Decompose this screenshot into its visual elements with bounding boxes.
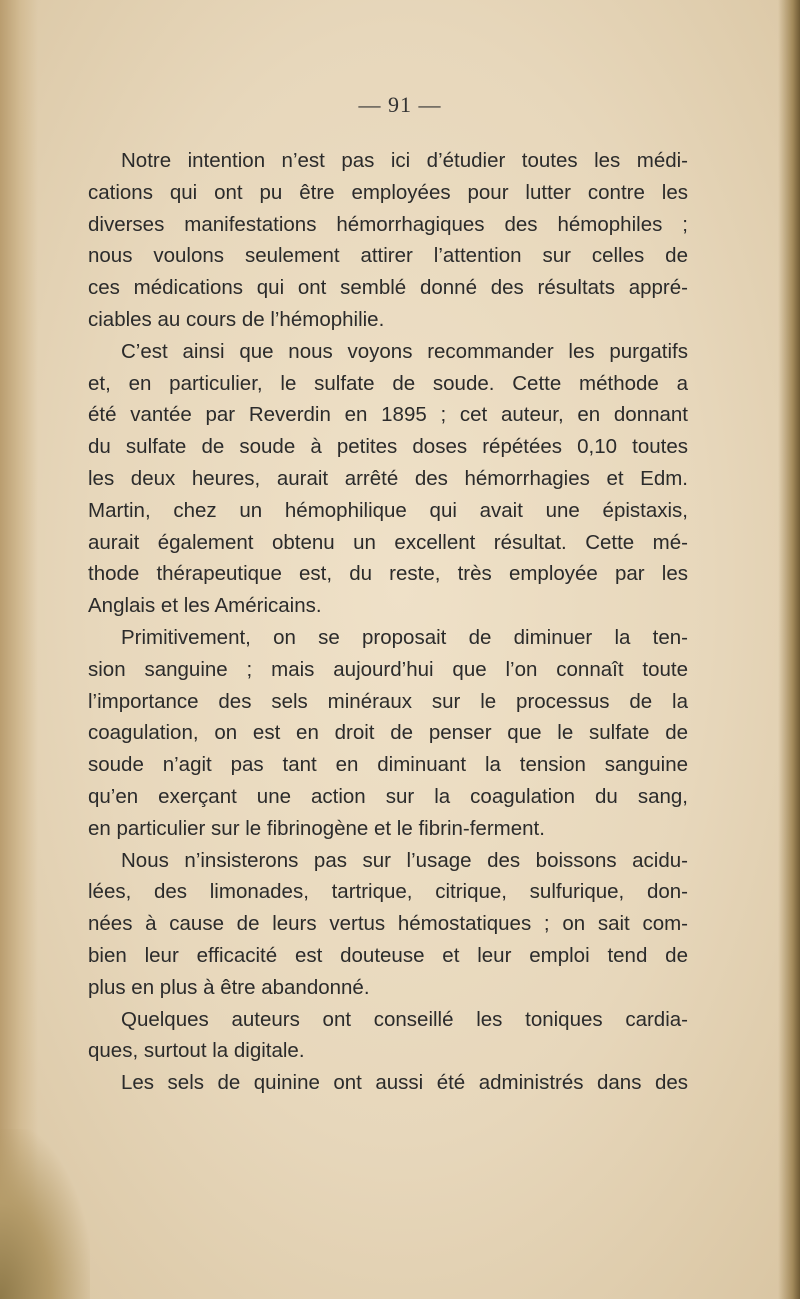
text-line: les deux heures, aurait arrêté des hémorrhagies et Edm. [88, 466, 688, 490]
text-line: ces médications qui ont semblé donné des résultats appré- [88, 276, 688, 300]
text-line: lées, des limonades, tartrique, citrique, sulfurique, don- [88, 880, 688, 904]
text-line: diverses manifestations hémorrhagiques des hémophiles ; [88, 212, 688, 236]
page-stain-bottom-left [0, 1129, 90, 1299]
text-line: Primitivement, on se proposait de diminuer la ten- [121, 625, 688, 649]
text-line: cations qui ont pu être employées pour lutter contre les [88, 180, 688, 204]
text-line: qu’en exerçant une action sur la coagulation du sang, [88, 784, 688, 808]
text-line: Martin, chez un hémophilique qui avait une épistaxis, [88, 498, 688, 522]
text-line: sion sanguine ; mais aujourd’hui que l’on connaît toute [88, 657, 688, 681]
text-line: Les sels de quinine ont aussi été administrés dans des [121, 1071, 688, 1095]
text-line: coagulation, on est en droit de penser que le sulfate de [88, 721, 688, 745]
text-line: été vantée par Reverdin en 1895 ; cet auteur, en donnant [88, 403, 688, 427]
text-line: ciables au cours de l’hémophilie. [88, 307, 385, 331]
text-line: et, en particulier, le sulfate de soude. Cette méthode a [88, 371, 688, 395]
page-edge-right-shadow [778, 0, 800, 1299]
text-line: du sulfate de soude à petites doses répétées 0,10 toutes [88, 435, 688, 459]
text-line: bien leur efficacité est douteuse et leur emploi tend de [88, 943, 688, 967]
text-line: Anglais et les Américains. [88, 594, 322, 618]
text-line: Notre intention n’est pas ici d’étudier toutes les médi- [121, 149, 688, 172]
text-line: C’est ainsi que nous voyons recommander les purgatifs [121, 339, 688, 363]
text-line: ques, surtout la digitale. [88, 1039, 305, 1063]
text-line: en particulier sur le fibrinogène et le fibrin-ferment. [88, 816, 545, 840]
body-text [88, 145, 688, 1099]
page-number: — 91 — [358, 92, 442, 117]
text-line: thode thérapeutique est, du reste, très employée par les [88, 562, 688, 586]
text-line: soude n’agit pas tant en diminuant la tension sanguine [88, 753, 688, 777]
text-line: nous voulons seulement attirer l’attention sur celles de [88, 244, 688, 268]
text-line: l’importance des sels minéraux sur le processus de la [88, 689, 688, 713]
text-line: aurait également obtenu un excellent résultat. Cette mé- [88, 530, 688, 554]
page-edge-left-shadow [0, 0, 38, 1299]
text-line: nées à cause de leurs vertus hémostatiques ; on sait com- [88, 912, 688, 936]
text-line: plus en plus à être abandonné. [88, 975, 370, 999]
text-line: Quelques auteurs ont conseillé les toniques cardia- [121, 1007, 688, 1031]
text-line: Nous n’insisterons pas sur l’usage des boissons acidu- [121, 848, 688, 872]
